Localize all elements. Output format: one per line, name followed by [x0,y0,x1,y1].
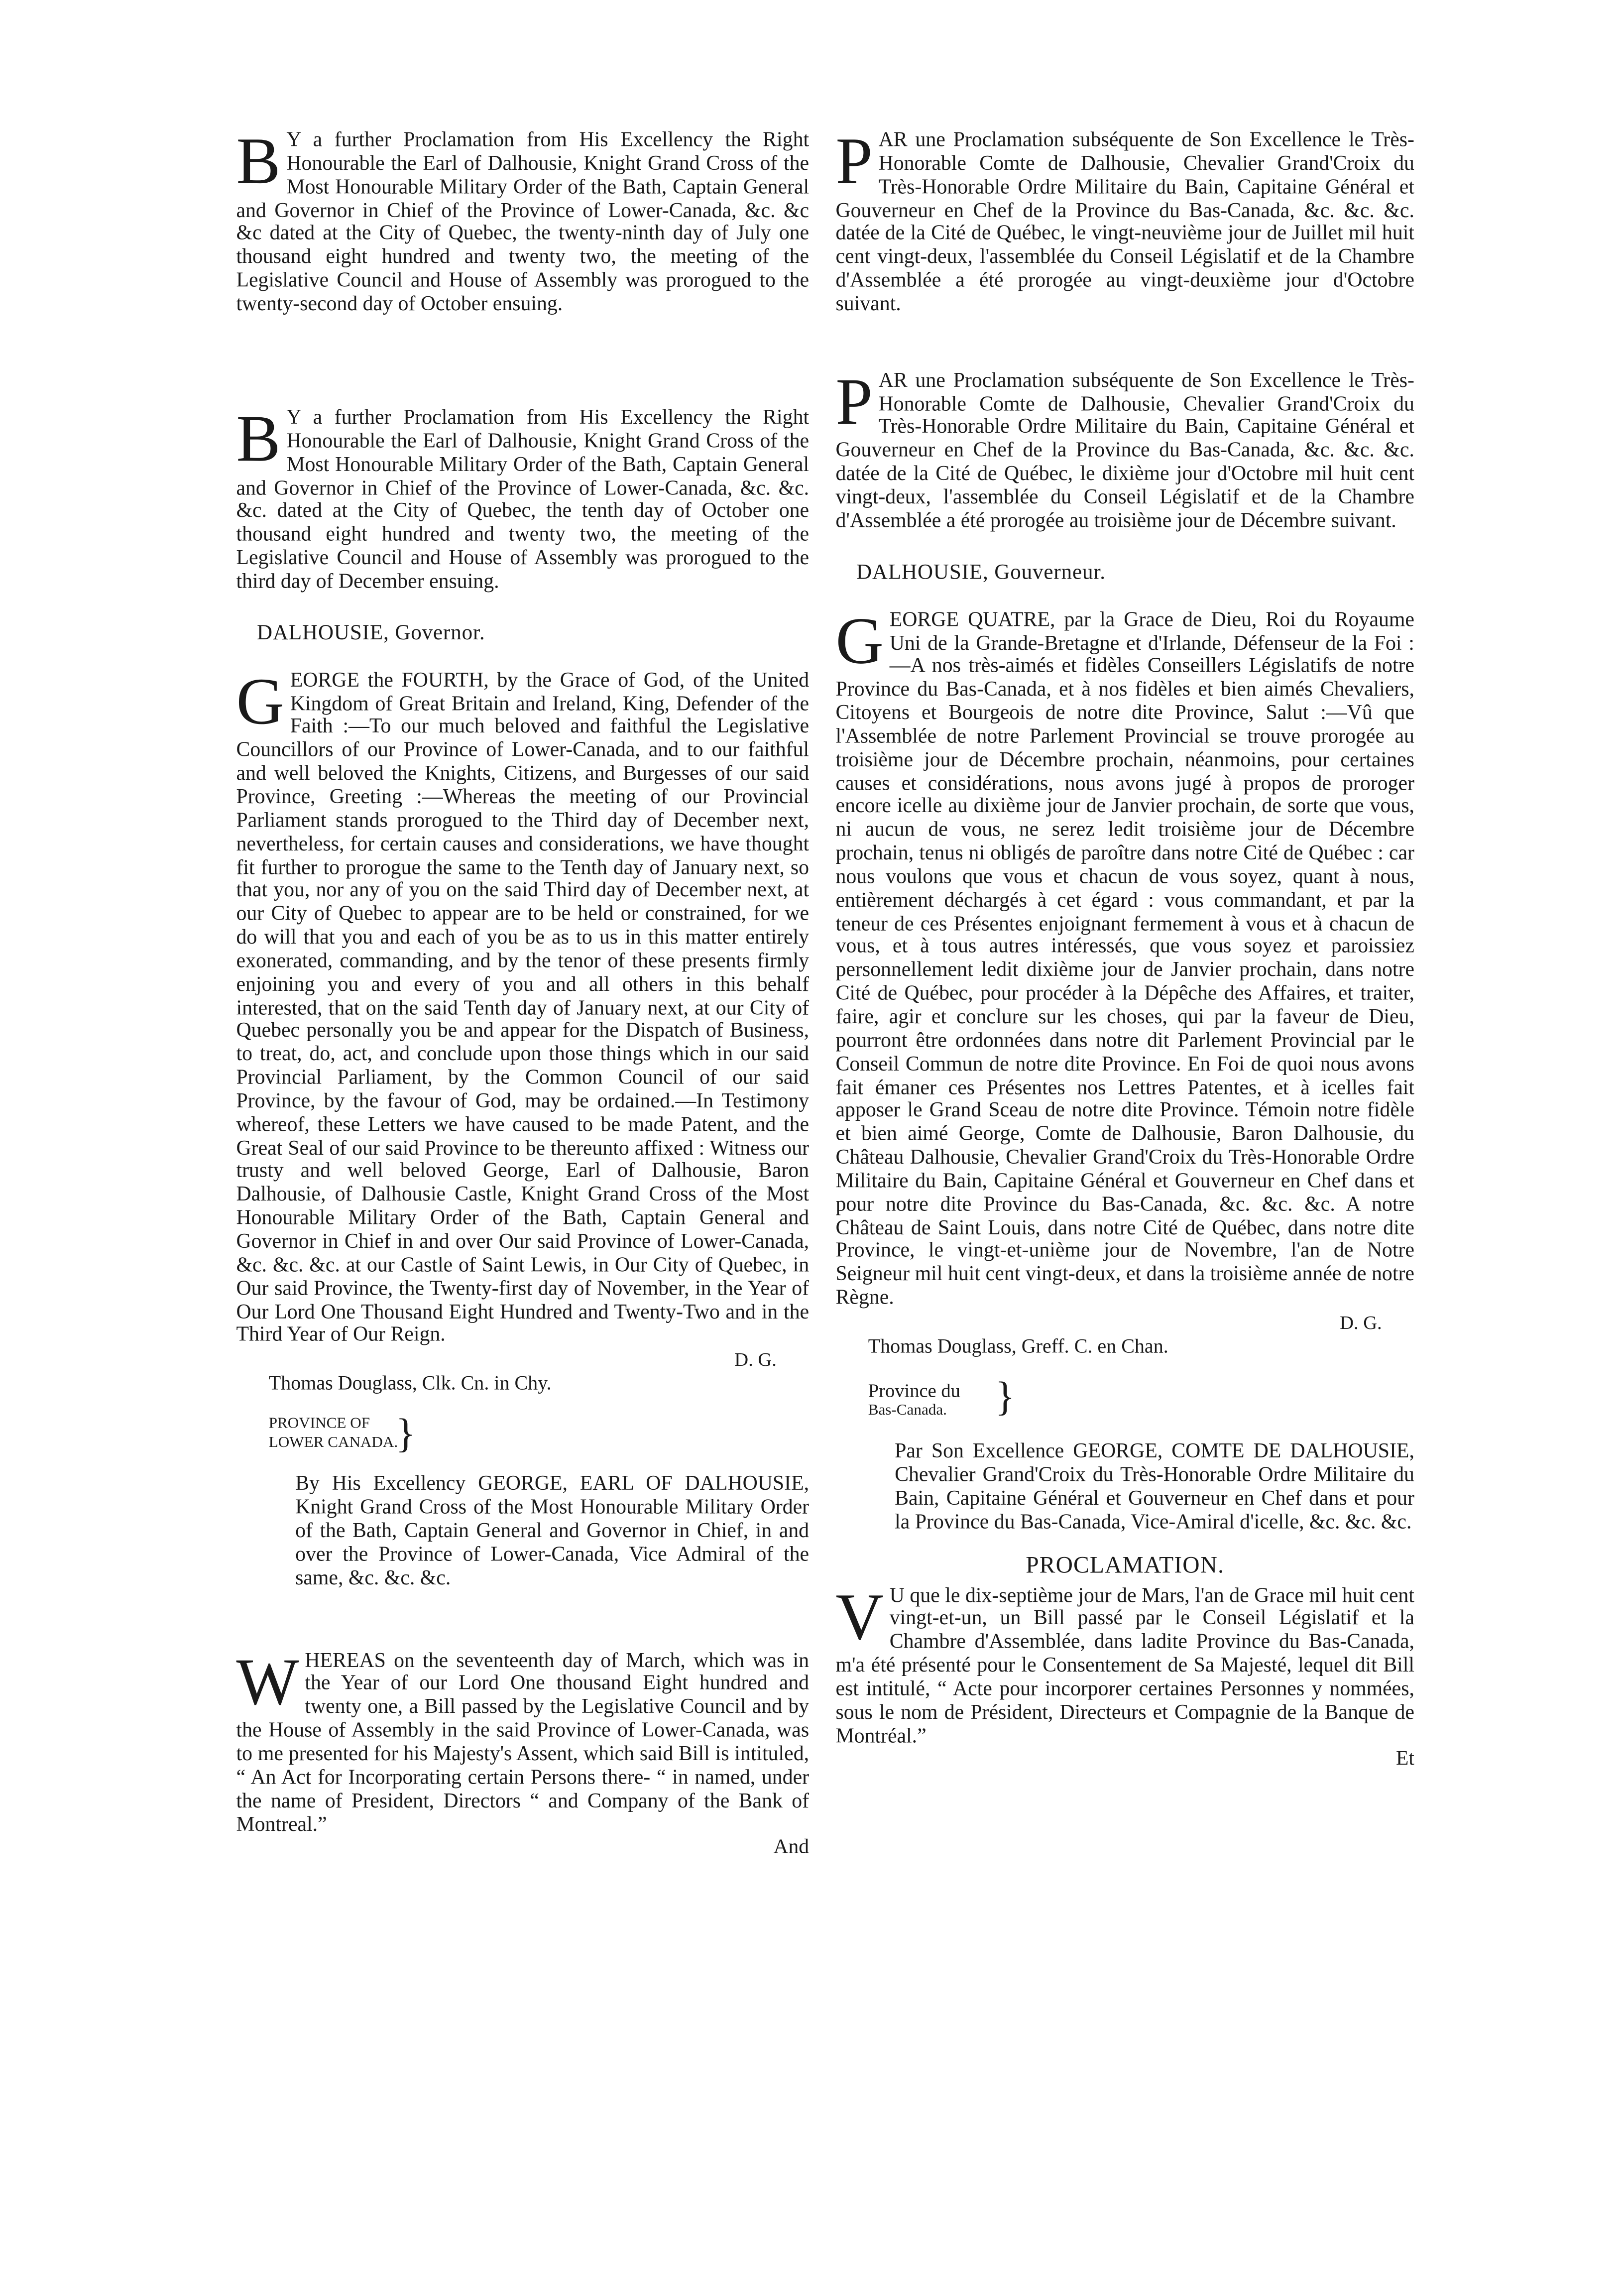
brace-icon: } [995,1374,1015,1421]
en-drop-cap: B [236,124,281,198]
fr-clerk-line: Thomas Douglass, Greff. C. en Chan. [868,1334,1168,1357]
fr-paragraph-text: EORGE QUATRE, par la Grace de Dieu, Roi du Royaume Uni de la Grande-Bretagne et d'Irlande, Défenseur de la Foi :—A nos très-aimés et fidèles Conseillers Législatifs de notre Province du Bas-Canada, et à nos fidèles et bien aimés Chevaliers, Citoyens et Bourgeois de notre dite Province, Salut :—Vû que l'Assemblée de notre Parlement Provincial se trouve prorogée au troisième jour de Décembre prochain, néanmoins, pour certaines causes et considérations, nous avons jugé à propos de proroger encore icelle au dixième jour de Janvier prochain, de sorte que vous, ni aucun de vous, ne serez ledit troisième jour de Décembre prochain, tenus ni obligés de paroître dans notre Cité de Québec : car nous voulons que vous et chacun de vous soyez, quant à nous, entièrement déchargés à cet égard : vous commandant, et par la teneur de ces Présentes enjoignant fermement à vous et à chacun de vous, et à tous autres intéressés, que vous soyez et paroissiez personnellement ledit dixième jour de Janvier prochain, dans notre Cité de Québec, pour procéder à la Dépêche des Affaires, et traiter, faire, agir et conclure sur les choses, qui par la faveur de Dieu, pourront être ordonnées dans notre dit Parlement Provincial par le Conseil Commun de notre dite Province. En Foi de quoi nous avons fait émaner ces Présentes nos Lettres Patentes, et à icelles fait apposer le Grand Sceau de notre dite Province. Témoin notre fidèle et bien aimé George, Comte de Dalhousie, Baron Dalhousie, du Château Dalhousie, Chevalier Grand'Croix du Très-Honorable Ordre Militaire du Bain, Capitaine Général et Gouverneur en Chef dans et pour notre dite Province du Bas-Canada, &c. &c. &c. A notre Château de Saint Louis, dans notre Cité de Québec, dans notre dite Province, le vingt-et-unième jour de Novembre, l'an de Notre Seigneur mil huit cent vingt-deux, et dans la troisième année de notre Règne. [835,607,1414,1310]
fr-drop-cap: P [835,364,873,439]
en-paragraph-text: EORGE the FOURTH, by the Grace of God, of the United Kingdom of Great Britain and Ireland, King, Defender of the Faith :—To our much beloved and faithful the Legislative Councillors of our Province of Lower-Canada, and to our faithful and well beloved the Knights, Citizens, and Burgesses of our said Province, Greeting :—Whereas the meeting of our Provincial Parliament stands prorogued to the Third day of December next, nevertheless, for certain causes and considerations, we have thought fit further to prorogue the same to the Tenth day of January next, so that you, nor any of you on the said Third day of December next, at our City of Quebec to appear are to be held or constrained, for we do will that you and each of you be as to us in this matter entirely exonerated, commanding, and by the tenor of these presents firmly enjoining you and every of you and all others in this behalf interested, that on the said Tenth day of January next, at our City of Quebec personally you be and appear for the Dispatch of Business, to treat, do, act, and conclude upon those things which in our said Provincial Parliament, by the Common Council of our said Province, by the favour of God, may be ordained.—In Testimony whereof, these Letters we have caused to be made Patent, and the Great Seal of our said Province to be thereunto affixed : Witness our trusty and well beloved George, Earl of Dalhousie, Baron Dalhousie, of Dalhousie Castle, Knight Grand Cross of the Most Honourable Military Order of the Bath, Captain General and Governor in Chief in and over Our said Province of Lower-Canada, &c. &c. &c. at our Castle of Saint Lewis, in Our City of Quebec, in Our said Province, the Twenty-first day of November, in the Year of Our Lord One Thousand Eight Hundred and Twenty-Two and in the Third Year of Our Reign. [236,668,810,1347]
fr-paragraph-text: AR une Proclamation subséquente de Son Excellence le Très-Honorable Comte de Dalhousie, Chevalier Grand'Croix du Très-Honorable Ordre Militaire du Bain, Capitaine Général et Gouverneur en Chef de la Province du Bas-Canada, &c. &c. &c. datée de la Cité de Québec, le dixième jour d'Octobre mil huit cent vingt-deux, l'assemblée du Conseil Législatif et de la Chambre d'Assemblée a été prorogée au troisième jour de Décembre suivant. [835,368,1414,533]
en-drop-cap: G [236,664,284,738]
english-column [236,124,810,1861]
en-province-line: LOWER CANADA. [268,1435,398,1451]
en-initials: D. G. [734,1348,777,1371]
en-clerk-line: Thomas Douglass, Clk. Cn. in Chy. [268,1372,552,1395]
fr-paragraph-text: AR une Proclamation subséquente de Son Excellence le Très-Honorable Comte de Dalhousie, Chevalier Grand'Croix du Très-Honorable Ordre Militaire du Bain, Capitaine Général et Gouverneur en Chef de la Province du Bas-Canada, &c. &c. &c. datée de la Cité de Québec, le vingt-neuvième jour de Juillet mil huit cent vingt-deux, l'assemblée du Conseil Législatif et de la Chambre d'Assemblée a été prorogée au vingt-deuxième jour d'Octobre suivant. [835,128,1414,316]
brace-icon: } [395,1412,416,1458]
fr-paragraph-prorogation-juillet [835,124,1414,317]
fr-paragraph-text: U que le dix-septième jour de Mars, l'an de Grace mil huit cent vingt-et-un, un Bill passé par le Conseil Législatif et la Chambre d'Assemblée, dans ladite Province du Bas-Canada, m'a été présenté pour le Consentement de Sa Majesté, lequel dit Bill est intitulé, “ Acte pour incorporer certaines Personnes y nommées, sous le nom de Président, Directeurs et Compagnie de la Banque de Montréal.” [835,1583,1414,1748]
fr-paragraph-vu-que [835,1579,1414,1749]
french-column [835,124,1414,1773]
fr-drop-cap: P [835,124,873,198]
fr-initials: D. G. [1340,1311,1382,1333]
en-paragraph-text: Y a further Proclamation from His Excellency the Right Honourable the Earl of Dalhousie, Knight Grand Cross of the Most Honourable Military Order of the Bath, Captain General and Governor in Chief of the Province of Lower-Canada, &c. &c. &c. dated at the City of Quebec, the tenth day of October one thousand eight hundred and twenty two, the meeting of the Legislative Council and House of Assembly was prorogued to the third day of December ensuing. [236,406,810,594]
fr-province-heading [868,1374,1414,1421]
fr-drop-cap: V [835,1579,884,1653]
fr-drop-cap: G [835,603,884,678]
en-drop-cap: W [236,1644,299,1718]
en-province-line: PROVINCE OF [268,1416,370,1433]
fr-paragraph-prorogation-octobre [835,364,1414,534]
en-paragraph-royal-proclamation [236,664,810,1349]
fr-proclamation-heading: PROCLAMATION. [1026,1553,1225,1578]
en-catchword: And [773,1837,810,1860]
en-paragraph-text: HEREAS on the seventeenth day of March, which was in the Year of our Lord One thousand Eight hundred and twenty one, a Bill passed by the Legislative Council and by the House of Assembly in the said Province of Lower-Canada, was to me presented for his Majesty's Assent, which said Bill is intituled, “ An Act for Incorporating certain Persons there- “ in named, under the name of President, Directors “ and Company of the Bank of Montreal.” [236,1649,810,1836]
en-paragraph-prorogation-october [236,401,810,595]
fr-province-line: Bas-Canada. [868,1402,947,1419]
en-paragraph-whereas [236,1644,810,1837]
en-paragraph-text: Y a further Proclamation from His Excellency the Right Honourable the Earl of Dalhousie, Knight Grand Cross of the Most Honourable Military Order of the Bath, Captain General and Governor in Chief of the Province of Lower-Canada, &c. &c &c dated at the City of Quebec, the twenty-ninth day of July one thousand eight hundred and twenty two, the meeting of the Legislative Council and House of Assembly was prorogued to the twenty-second day of October ensuing. [236,128,810,316]
en-byline: By His Excellency GEORGE, EARL OF DALHOUSIE, Knight Grand Cross of the Most Honourable Military Order of the Bath, Captain General and Governor in Chief, in and over the Province of Lower-Canada, Vice Admiral of the same, &c. &c. &c. [295,1472,810,1590]
fr-province-line: Province du [868,1379,960,1402]
fr-byline: Par Son Excellence GEORGE, COMTE DE DALHOUSIE, Chevalier Grand'Croix du Très-Honorable Ordre Militaire du Bain, Capitaine Général et Gouverneur en Chef dans et pour la Province du Bas-Canada, Vice-Amiral d'icelle, &c. &c. &c. [895,1439,1414,1534]
en-governor-signature: DALHOUSIE, Governor. [256,621,485,645]
fr-catchword: Et [1396,1749,1414,1771]
en-province-heading [268,1412,809,1458]
fr-paragraph-royal-proclamation [835,603,1414,1312]
fr-governor-signature: DALHOUSIE, Gouverneur. [856,560,1106,585]
en-drop-cap: B [236,401,281,476]
en-paragraph-prorogation-july [236,124,810,372]
